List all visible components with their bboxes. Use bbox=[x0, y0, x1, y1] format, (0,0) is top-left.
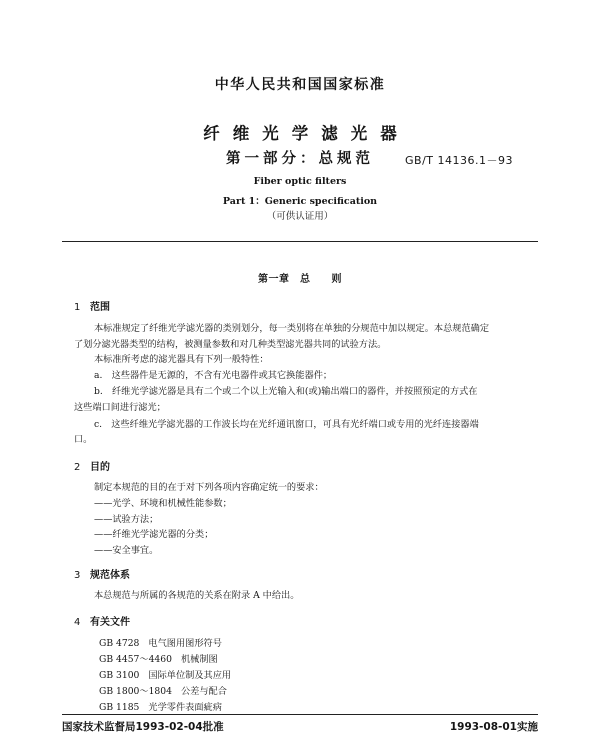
list-item: ——纤维光学滤光器的分类； bbox=[94, 529, 214, 540]
reference-name: 机械制图 bbox=[180, 654, 218, 665]
english-subtitle: Part 1：Generic specification bbox=[222, 196, 378, 207]
reference-item bbox=[99, 685, 231, 698]
footer-divider bbox=[62, 714, 538, 715]
document-subtitle: 第一部分：总规范 bbox=[226, 151, 374, 167]
section-number: 3 bbox=[74, 570, 81, 581]
reference-name: 公差与配合 bbox=[180, 686, 227, 697]
section-title: 目的 bbox=[90, 462, 110, 473]
reference-item bbox=[99, 701, 231, 714]
paragraph: 本标准所考虑的滤光器具有下列一般特性： bbox=[94, 354, 269, 365]
paragraph: 本标准规定了纤维光学滤光器的类别划分，每一类别将在单独的分规范中加以规定。本总规范确定 bbox=[94, 323, 490, 334]
section-heading-scope bbox=[74, 298, 110, 313]
reference-list bbox=[99, 637, 231, 714]
reference-code: GB 3100 bbox=[99, 670, 140, 681]
reference-code: GB 1185 bbox=[99, 702, 140, 713]
reference-code: GB 4728 bbox=[99, 638, 140, 649]
section-heading-references bbox=[74, 613, 130, 628]
section-heading-purpose bbox=[74, 458, 110, 473]
section-number: 4 bbox=[74, 617, 81, 628]
certification-note: （可供认证用） bbox=[266, 211, 334, 222]
section-title: 范围 bbox=[90, 302, 110, 313]
reference-name: 电气图用图形符号 bbox=[148, 638, 222, 649]
document-title: 纤维光学滤光器 bbox=[203, 124, 410, 143]
section-title: 有关文件 bbox=[90, 617, 130, 628]
list-item: b. 纤维光学滤光器是具有二个或二个以上光输入和(或)输出端口的器件，并按照预定的方式在 bbox=[94, 386, 478, 397]
paragraph: 本总规范与所属的各规范的关系在附录 A 中给出。 bbox=[94, 590, 300, 601]
section-title: 规范体系 bbox=[90, 570, 130, 581]
section-number: 2 bbox=[74, 462, 81, 473]
reference-name: 光学零件表面疵病 bbox=[148, 702, 222, 713]
header-divider bbox=[62, 241, 538, 242]
list-item: ——光学、环境和机械性能参数； bbox=[94, 498, 232, 509]
implementation-date: 1993-08-01实施 bbox=[449, 721, 538, 733]
english-title: Fiber optic filters bbox=[253, 176, 347, 187]
paragraph: 口。 bbox=[74, 434, 93, 445]
reference-item bbox=[99, 653, 231, 666]
list-item: c. 这些纤维光学滤光器的工作波长均在光纤通讯窗口，可具有光纤端口或专用的光纤连接器端 bbox=[94, 419, 479, 430]
paragraph: 了划分滤光器类型的结构，被测量参数和对几种类型滤光器共同的试验方法。 bbox=[74, 339, 387, 350]
list-item: ——试验方法； bbox=[94, 514, 159, 525]
section-number: 1 bbox=[74, 302, 81, 313]
section-heading-system bbox=[74, 566, 130, 581]
standard-type-header: 中华人民共和国国家标准 bbox=[214, 77, 386, 93]
reference-item bbox=[99, 637, 231, 650]
list-item: a. 这些器件是无源的，不含有光电器件或其它换能器件； bbox=[94, 370, 333, 381]
reference-code: GB 4457～4460 bbox=[99, 654, 172, 665]
reference-item bbox=[99, 669, 231, 682]
list-item: ——安全事宜。 bbox=[94, 545, 159, 556]
standard-number: GB/T 14136.1－93 bbox=[405, 154, 513, 167]
chapter-heading: 第一章 总 则 bbox=[258, 274, 342, 285]
paragraph: 这些端口间进行滤光； bbox=[74, 402, 166, 413]
approval-date: 国家技术监督局1993-02-04批准 bbox=[62, 721, 224, 733]
reference-code: GB 1800～1804 bbox=[99, 686, 172, 697]
paragraph: 制定本规范的目的在于对下列各项内容确定统一的要求： bbox=[94, 482, 324, 493]
reference-name: 国际单位制及其应用 bbox=[148, 670, 232, 681]
